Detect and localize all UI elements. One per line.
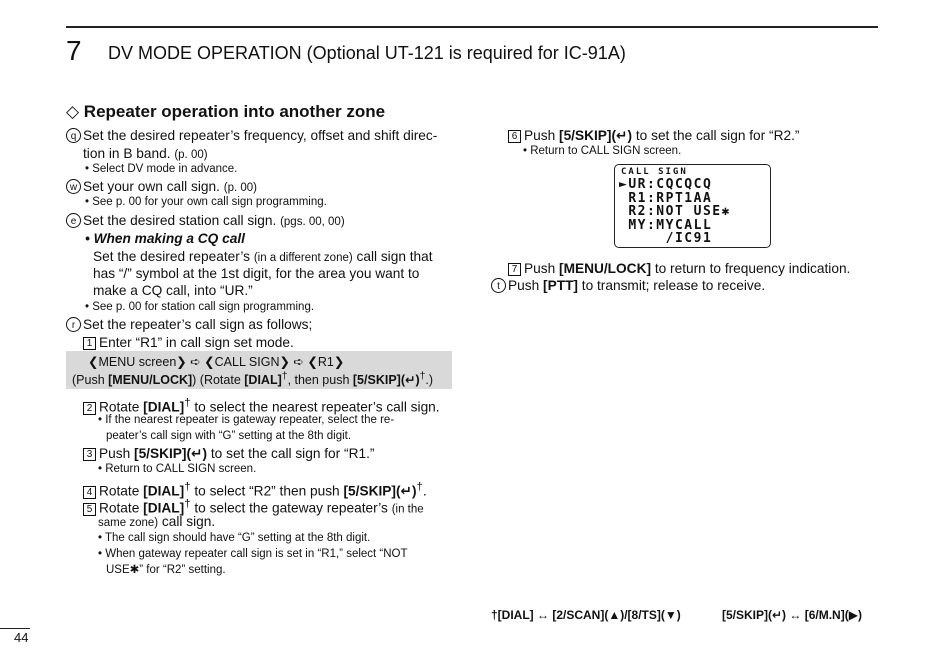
substep-3: 3 Push [5/SKIP](↵) to set the call sign for “R1.” xyxy=(83,445,374,462)
substep-3-note: • Return to CALL SIGN screen. xyxy=(98,463,257,475)
lcd-line-r2: R2:NOT USE✱ xyxy=(619,204,731,219)
footnote-dial: †[DIAL] ↔ [2/SCAN](▲)/[8/TS](▼) xyxy=(491,608,681,622)
chapter-title: DV MODE OPERATION (Optional UT-121 is required for IC-91A) xyxy=(108,43,626,63)
step-1-cont: tion in B band. (p. 00) xyxy=(83,146,208,161)
cq-line-3: make a CQ call, into “UR.” xyxy=(93,283,253,298)
step-2: w Set your own call sign. (p. 00) xyxy=(66,178,257,197)
menu-path-instructions: (Push [MENU/LOCK]) (Rotate [DIAL]†, then push [5/SKIP](↵)†.) xyxy=(72,371,434,388)
menu-path: ❮MENU screen❯ ➪ ❮CALL SIGN❯ ➪ ❮R1❯ xyxy=(88,355,345,369)
step-number: r xyxy=(66,317,81,332)
substep-number: 5 xyxy=(83,503,96,516)
header-rule xyxy=(66,26,878,28)
substep-number: 2 xyxy=(83,402,96,415)
substep-5-note-2: • When gateway repeater call sign is set in “R1,” select “NOT xyxy=(98,548,408,560)
substep-1: 1 Enter “R1” in call sign set mode. xyxy=(83,334,294,351)
lcd-line-r1: R1:RPT1AA xyxy=(619,191,713,206)
step-number: t xyxy=(491,278,506,293)
step-1-note: • Select DV mode in advance. xyxy=(85,163,238,175)
step-3: e Set the desired station call sign. (pgs. 00, 00) xyxy=(66,212,345,231)
substep-number: 7 xyxy=(508,263,521,276)
lcd-line-my: MY:MYCALL xyxy=(619,218,713,233)
lcd-line-ur: ►UR:CQCQCQ xyxy=(619,177,713,192)
substep-6-note: • Return to CALL SIGN screen. xyxy=(523,145,682,157)
section-title: ◇ Repeater operation into another zone xyxy=(66,102,386,121)
substep-5: 5 Rotate [DIAL]† to select the gateway repeater’s (in the xyxy=(83,496,424,519)
substep-6: 6 Push [5/SKIP](↵) to set the call sign for “R2.” xyxy=(508,127,799,144)
substep-number: 4 xyxy=(83,486,96,499)
substep-number: 3 xyxy=(83,448,96,461)
page-rule xyxy=(0,628,30,629)
chapter-number: 7 xyxy=(66,35,82,66)
substep-7: 7 Push [MENU/LOCK] to return to frequency indication. xyxy=(508,260,850,277)
cq-line-1: Set the desired repeater’s (in a different zone) call sign that xyxy=(93,249,433,264)
page-number: 44 xyxy=(14,630,29,645)
cq-heading: • When making a CQ call xyxy=(85,231,245,246)
step-2-note: • See p. 00 for your own call sign programming. xyxy=(85,196,327,208)
substep-4: 4 Rotate [DIAL]† to select “R2” then push [5/SKIP](↵)†. xyxy=(83,479,427,500)
step-3-note: • See p. 00 for station call sign programming. xyxy=(85,301,315,313)
substep-2-note-2: peater’s call sign with “G” setting at the 8th digit. xyxy=(106,430,352,442)
lcd-line-my-suffix: /IC91 xyxy=(619,231,713,246)
substep-2: 2 Rotate [DIAL]† to select the nearest repeater’s call sign. xyxy=(83,395,440,416)
substep-5-note-1: • The call sign should have “G” setting at the 8th digit. xyxy=(98,532,371,544)
step-number: e xyxy=(66,213,81,228)
step-1: q Set the desired repeater’s frequency, offset and shift direc- xyxy=(66,127,437,144)
step-number: q xyxy=(66,128,81,143)
footnote-skip: [5/SKIP](↵) ↔ [6/M.N](▶) xyxy=(722,608,862,622)
substep-2-note-1: • If the nearest repeater is gateway repeater, select the re- xyxy=(98,414,395,426)
step-number: w xyxy=(66,179,81,194)
cq-line-2: has “/” symbol at the 1st digit, for the area you want to xyxy=(93,266,420,281)
step-4: r Set the repeater’s call sign as follows; xyxy=(66,316,312,333)
substep-number: 6 xyxy=(508,130,521,143)
substep-5-note-3: USE✱” for “R2” setting. xyxy=(106,564,226,576)
lcd-title: CALL SIGN xyxy=(621,167,688,177)
step-5: t Push [PTT] to transmit; release to receive. xyxy=(491,277,765,294)
substep-number: 1 xyxy=(83,337,96,350)
substep-5-cont: same zone) call sign. xyxy=(98,514,216,529)
